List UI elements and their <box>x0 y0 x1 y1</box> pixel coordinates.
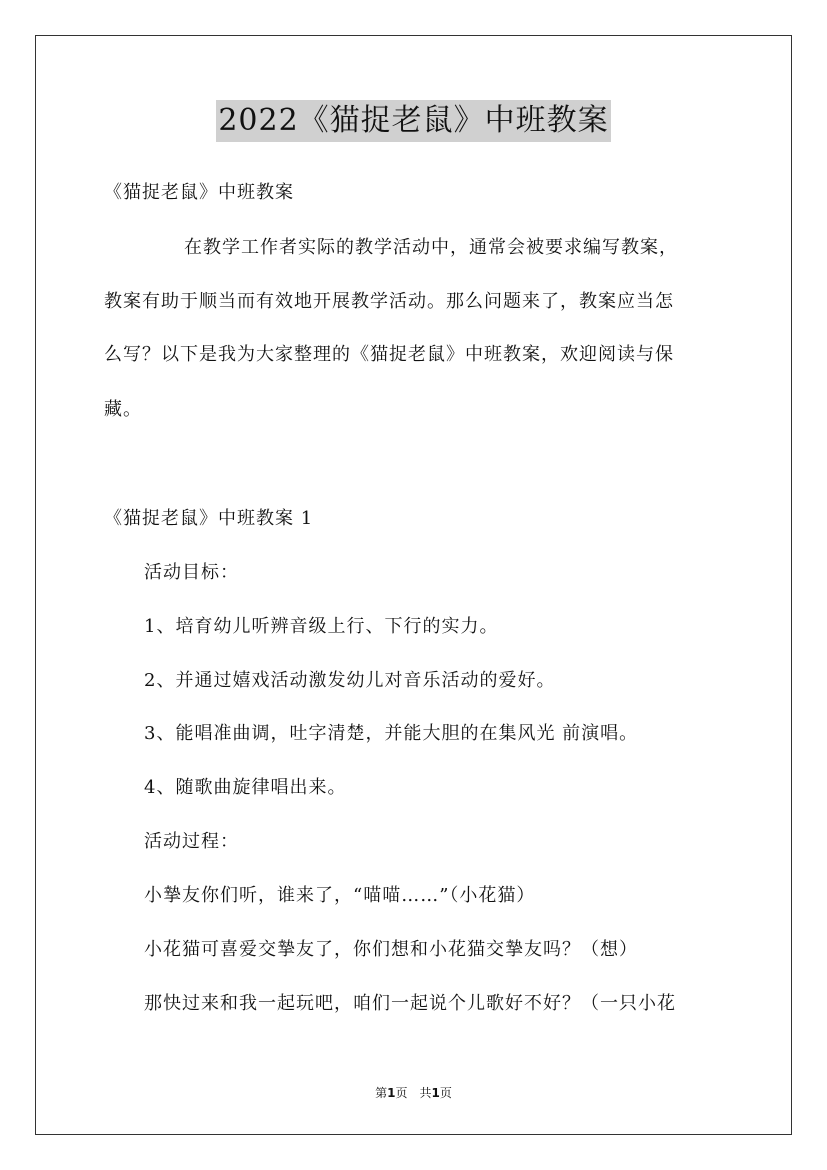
footer-suffix: 页 <box>439 1086 452 1100</box>
document-title-block <box>0 100 827 142</box>
process-line-2: 小花猫可喜爱交摯友了，你们想和小花猫交摯友吗？（想） <box>144 939 638 960</box>
footer-page-current: 1 <box>387 1086 396 1100</box>
goal-item-4: 4、随歌曲旋律唱出来。 <box>144 777 347 798</box>
goals-heading: 活动目标： <box>144 562 239 583</box>
intro-line-3: 么写？以下是我为大家整理的《猫捉老鼠》中班教案，欢迎阅读与保 <box>104 344 674 365</box>
footer-page-total: 1 <box>431 1086 440 1100</box>
intro-line-4: 藏。 <box>104 399 142 420</box>
document-title: 2022《猫捉老鼠》中班教案 <box>216 100 610 142</box>
goal-item-2: 2、并通过嬉戏活动激发幼儿对音乐活动的爱好。 <box>144 670 556 691</box>
process-heading: 活动过程： <box>144 831 239 852</box>
section-title: 《猫捉老鼠》中班教案 1 <box>104 508 314 529</box>
footer-mid: 页 共 <box>395 1086 432 1100</box>
goal-item-3: 3、能唱准曲调，吐字清楚，并能大胆的在集风光 前演唱。 <box>144 723 639 744</box>
footer-prefix: 第 <box>375 1086 388 1100</box>
goal-item-1: 1、培育幼儿听辨音级上行、下行的实力。 <box>144 616 499 637</box>
document-subtitle: 《猫捉老鼠》中班教案 <box>104 182 294 203</box>
process-line-3: 那快过来和我一起玩吧，咱们一起说个儿歌好不好？（一只小花 <box>144 993 676 1014</box>
intro-line-1: 在教学工作者实际的教学活动中，通常会被要求编写教案， <box>184 237 678 258</box>
process-line-1: 小摯友你们听，谁来了，“喵喵……”（小花猫） <box>144 885 536 906</box>
intro-line-2: 教案有助于顺当而有效地开展教学活动。那么问题来了，教案应当怎 <box>104 291 674 312</box>
page-footer <box>0 1084 827 1101</box>
